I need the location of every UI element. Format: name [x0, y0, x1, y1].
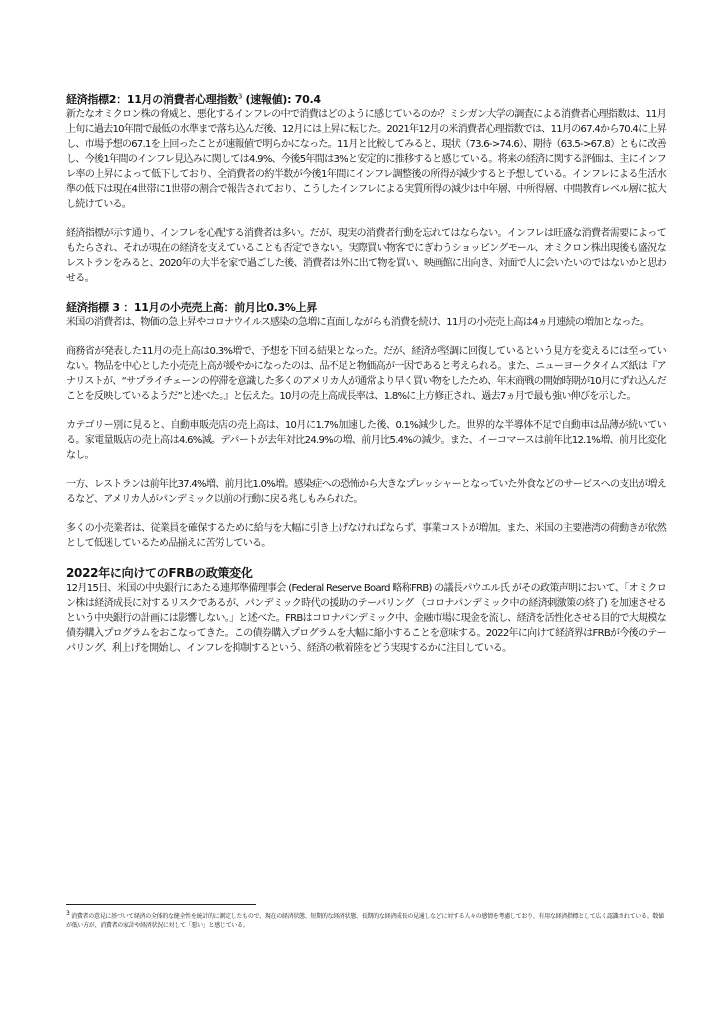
footnote [66, 912, 666, 930]
frb-body: 12月15日、米国の中央銀行にあたる連邦準備理事会 (Federal Reserve Board 略称FRB) の議長パウエル氏 がその政策声明において、「オミクロン株は経済成長に対するリスクであるが、パンデミック時代の援助のテーパリング （コロナパンデミック中の経済刺激策の終了) を加速させるという中央銀行の計画には影響しない。」と述べた。FRBはコロナパンデミック中、金融市場に現金を流し、経済を活性化させる目的で大規模な債券購入プログラムをおこなってきた。この債券購入プログラムを大幅に縮小することを意味する。2022年に向けて経済界はFRBが今後のテーパリング、利上げを開始し、インフレを抑制するという、経済の軟着陸をどう実現するかに注目している。 [66, 583, 666, 654]
footnote-text: 消費者の意見に基づいて経済の全体的な健全性を統計的に測定したもので、現在の経済状態、短期的な経済状態、長期的な経済成長の見通しなどに対する人々の感情を考慮しており、有用な経済指標として広く認識されている。数値が低い方が、消費者の家計や経済状況に対して「悪い」と感じている。 [66, 913, 664, 929]
retailers-paragraph: 多くの小売業者は、従業員を確保するために給与を大幅に引き上げなければならず、事業コストが増加。また、米国の主要港湾の荷動きが依然として低迷しているため品揃えに苦労している。 [66, 523, 666, 549]
indicator-2-body: 新たなオミクロン株の脅威と、悪化するインフレの中で消費はどのように感じているのか？ミシガン大学の調査による消費者心理指数は、11月上旬に過去10年間で最低の水準まで落ち込んだ後、12月には上昇に転じた。2021年12月の米消費者心理指数では、11月の67.4から70.4に上昇し、市場予想の67.1を上回ったことが速報値で明らかになった。11月と比較してみると、現状（73.6->74.6）、期待（63.5->67.8）ともに改善し、今後1年間のインフレ見込みに関しては4.9%、今後5年間は3%と安定的に推移すると感じている。将来の経済に関する評価は、主にインフレ率の上昇によって低下しており、全消費者の約半数が今後1年間にインフレ調整後の所得が減少すると予想している。インフレによる生活水準の低下は現在4世帯に1世帯の割合で報告されており、こうしたインフレによる実質所得の減少は中年層、中所得層、中間教育レベル層に拡大し続けている。 [66, 109, 666, 210]
indicator-3-heading: 経済指標 3 ：11月の小売売上高：前月比0.3%上昇 [66, 301, 318, 314]
section-indicator-2 [66, 92, 666, 212]
document-body [66, 92, 666, 670]
section-commerce-department [66, 344, 666, 404]
frb-heading: 2022年に向けてのFRBの政策変化 [66, 566, 253, 580]
footnote-number: 3 [66, 910, 70, 917]
section-category [66, 418, 666, 463]
footnote-ref: 3 [237, 92, 243, 101]
section-retailers [66, 521, 666, 551]
consumer-behavior-paragraph: 経済指標が示す通り、インフレを心配する消費者は多い。だが、現実の消費者行動を忘れてはならない。インフレは旺盛な消費者需要によってもたらされ、それが現在の経済を支えていることも否定できない。実際買い物客でにぎわうショッピングモール、オミクロン株出現後も盛況なレストランをみると、2020年の大半を家で過ごした後、消費者は外に出て物を買い、映画館に出向き、対面で人に会いたいのではないかと思わせる。 [66, 228, 666, 284]
category-paragraph: カテゴリー別に見ると、自動車販売店の売上高は、10月に1.7%加速した後、0.1%減少した。世界的な半導体不足で自動車は品薄が続いている。家電量販店の売上高は4.6%減。デパートが去年対比24.9%の増、前月比5.4%の減少。また、イーコマースは前年比12.1%増、前月比変化なし。 [66, 420, 666, 461]
section-indicator-3 [66, 300, 666, 330]
indicator-2-heading: 経済指標2：11月の消費者心理指数$^3$ (速報値): 70.4 [66, 92, 321, 106]
section-frb [66, 565, 666, 656]
commerce-department-paragraph: 商務省が発表した11月の売上高は0.3%増で、予想を下回る結果となった。だが、経済が堅調に回復しているという見方を変えるには至っていない。物品を中心とした小売売上高が緩やかになったのは、品不足と物価高が一因であると考えられる。また、ニューヨークタイムズ紙は『アナリストが、“サプライチェーンの停滞を意識した多くのアメリカ人が通常より早く買い物をしたため、年末商戦の開始時期が10月にずれ込んだことを反映しているようだ”と述べた。』と伝えた。10月の売上高成長率は、1.8%に上方修正され、過去7ヵ月で最も強い伸びを示した。 [66, 346, 666, 402]
footnote-divider [66, 904, 256, 905]
section-consumer-behavior [66, 226, 666, 286]
section-restaurant [66, 477, 666, 507]
restaurant-paragraph: 一方、レストランは前年比37.4%増、前月比1.0%増。感染症への恐怖から大きなプレッシャーとなっていた外食などのサービスへの支出が増えるなど、アメリカ人がパンデミック以前の行動に戻る兆しもみられた。 [66, 479, 666, 505]
indicator-3-body: 米国の消費者は、物価の急上昇やコロナウイルス感染の急増に直面しながらも消費を続け、11月の小売売上高は4ヵ月連続の増加となった。 [66, 317, 650, 328]
